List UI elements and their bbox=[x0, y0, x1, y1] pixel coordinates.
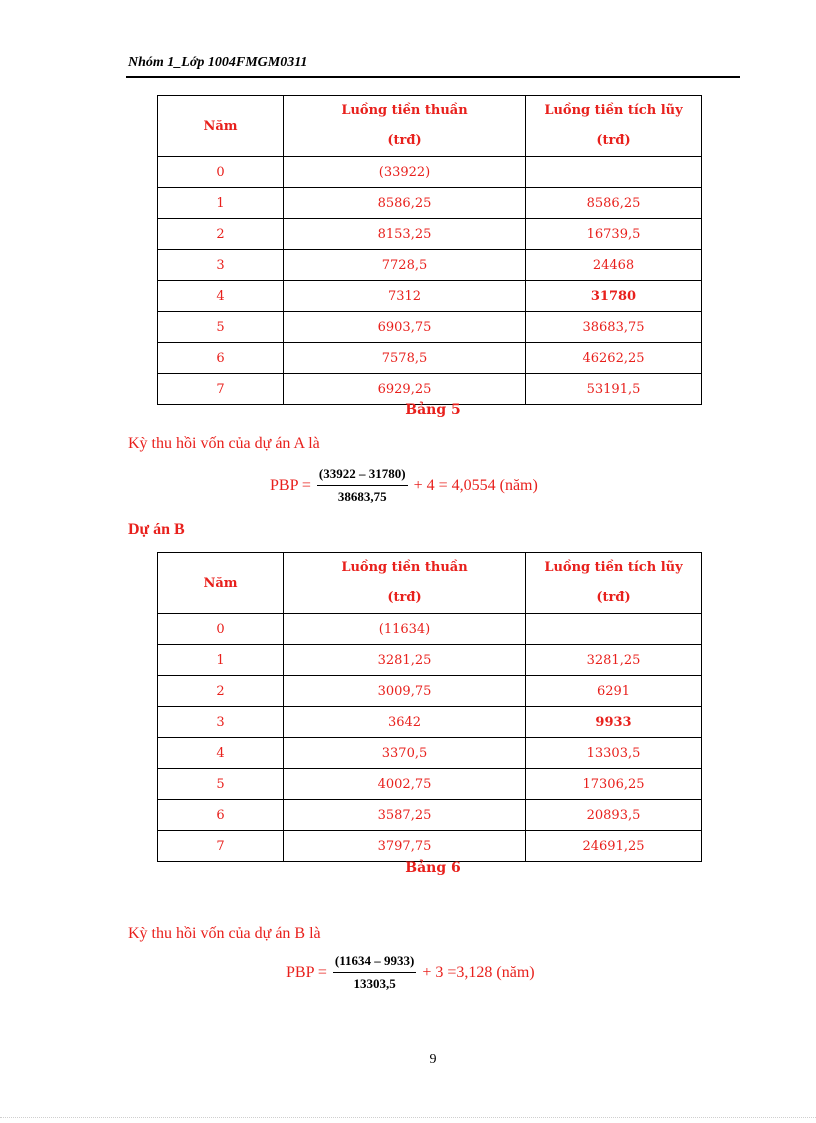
header-net-flow-label: Luồng tiền thuần bbox=[341, 103, 468, 118]
header-year: Năm bbox=[158, 96, 284, 157]
cell-net: 3281,25 bbox=[284, 645, 526, 676]
cell-cumulative: 8586,25 bbox=[526, 188, 702, 219]
cell-year: 5 bbox=[158, 312, 284, 343]
cell-year: 1 bbox=[158, 645, 284, 676]
cell-cumulative: 46262,25 bbox=[526, 343, 702, 374]
cell-cumulative: 53191,5 bbox=[526, 374, 702, 405]
cell-net: 7578,5 bbox=[284, 343, 526, 374]
table-row bbox=[158, 676, 702, 707]
cell-year: 0 bbox=[158, 157, 284, 188]
formula-a-numerator: (33922 – 31780) bbox=[317, 466, 408, 486]
formula-b-lhs: PBP = bbox=[286, 963, 327, 981]
table-6 bbox=[157, 552, 702, 862]
formula-a-fraction bbox=[317, 466, 408, 505]
header-net-flow-label: Luồng tiền thuần bbox=[341, 560, 468, 575]
formula-a bbox=[270, 466, 538, 505]
cell-net: 7312 bbox=[284, 281, 526, 312]
header-cumulative-unit: (trđ) bbox=[596, 590, 631, 605]
header-net-flow bbox=[284, 553, 526, 614]
cell-net: (11634) bbox=[284, 614, 526, 645]
formula-b bbox=[286, 953, 535, 992]
cell-cumulative-highlight: 9933 bbox=[526, 707, 702, 738]
cell-net: (33922) bbox=[284, 157, 526, 188]
table-row bbox=[158, 250, 702, 281]
cell-cumulative bbox=[526, 614, 702, 645]
table-row bbox=[158, 645, 702, 676]
table-header-row bbox=[158, 553, 702, 614]
cell-net: 3797,75 bbox=[284, 831, 526, 862]
header-cumulative-unit: (trđ) bbox=[596, 133, 631, 148]
formula-b-rhs: + 3 =3,128 (năm) bbox=[422, 963, 535, 981]
cell-cumulative: 17306,25 bbox=[526, 769, 702, 800]
cell-net: 3370,5 bbox=[284, 738, 526, 769]
cell-cumulative: 20893,5 bbox=[526, 800, 702, 831]
cell-net: 3587,25 bbox=[284, 800, 526, 831]
header-net-flow bbox=[284, 96, 526, 157]
header-cumulative bbox=[526, 96, 702, 157]
table-row bbox=[158, 312, 702, 343]
header-cumulative-label: Luồng tiền tích lũy bbox=[544, 103, 683, 118]
cell-net: 3642 bbox=[284, 707, 526, 738]
header-cumulative bbox=[526, 553, 702, 614]
table-row bbox=[158, 831, 702, 862]
cell-cumulative: 16739,5 bbox=[526, 219, 702, 250]
header-net-flow-unit: (trđ) bbox=[387, 590, 422, 605]
formula-b-fraction bbox=[333, 953, 416, 992]
page-number: 9 bbox=[429, 1052, 437, 1067]
table-row bbox=[158, 800, 702, 831]
cell-cumulative: 24691,25 bbox=[526, 831, 702, 862]
cell-year: 6 bbox=[158, 343, 284, 374]
cell-net: 8586,25 bbox=[284, 188, 526, 219]
header-text: Nhóm 1_Lớp 1004FMGM0311 bbox=[128, 55, 308, 70]
page-header bbox=[126, 54, 740, 78]
header-cumulative-label: Luồng tiền tích lũy bbox=[544, 560, 683, 575]
table-6-caption: Bảng 6 bbox=[405, 860, 461, 876]
header-year: Năm bbox=[158, 553, 284, 614]
cell-cumulative bbox=[526, 157, 702, 188]
formula-a-denominator: 38683,75 bbox=[337, 489, 387, 504]
cell-net: 3009,75 bbox=[284, 676, 526, 707]
table-row bbox=[158, 374, 702, 405]
cell-cumulative: 24468 bbox=[526, 250, 702, 281]
cell-cumulative: 13303,5 bbox=[526, 738, 702, 769]
cell-net: 8153,25 bbox=[284, 219, 526, 250]
cell-year: 7 bbox=[158, 831, 284, 862]
cell-year: 4 bbox=[158, 738, 284, 769]
cell-net: 6903,75 bbox=[284, 312, 526, 343]
cell-cumulative: 38683,75 bbox=[526, 312, 702, 343]
table-row bbox=[158, 157, 702, 188]
cell-year: 5 bbox=[158, 769, 284, 800]
table-row bbox=[158, 343, 702, 374]
formula-a-lhs: PBP = bbox=[270, 476, 311, 494]
table-row bbox=[158, 614, 702, 645]
cell-year: 0 bbox=[158, 614, 284, 645]
cell-cumulative: 3281,25 bbox=[526, 645, 702, 676]
table-row bbox=[158, 281, 702, 312]
cell-cumulative-highlight: 31780 bbox=[526, 281, 702, 312]
cell-year: 2 bbox=[158, 219, 284, 250]
payback-text-a: Kỳ thu hồi vốn của dự án A là bbox=[128, 435, 320, 452]
formula-b-denominator: 13303,5 bbox=[353, 976, 396, 991]
header-net-flow-unit: (trđ) bbox=[387, 133, 422, 148]
cell-net: 6929,25 bbox=[284, 374, 526, 405]
cell-year: 4 bbox=[158, 281, 284, 312]
cell-year: 7 bbox=[158, 374, 284, 405]
cell-year: 6 bbox=[158, 800, 284, 831]
section-b-heading: Dự án B bbox=[128, 521, 185, 538]
payback-text-b: Kỳ thu hồi vốn của dự án B là bbox=[128, 925, 321, 942]
table-row bbox=[158, 188, 702, 219]
cell-net: 4002,75 bbox=[284, 769, 526, 800]
table-5 bbox=[157, 95, 702, 405]
cell-year: 1 bbox=[158, 188, 284, 219]
table-row bbox=[158, 738, 702, 769]
table-row bbox=[158, 707, 702, 738]
cell-cumulative: 6291 bbox=[526, 676, 702, 707]
page-bottom-divider bbox=[0, 1117, 816, 1118]
table-row bbox=[158, 769, 702, 800]
table-row bbox=[158, 219, 702, 250]
cell-net: 7728,5 bbox=[284, 250, 526, 281]
cell-year: 3 bbox=[158, 250, 284, 281]
cell-year: 3 bbox=[158, 707, 284, 738]
formula-b-numerator: (11634 – 9933) bbox=[333, 953, 416, 973]
formula-a-rhs: + 4 = 4,0554 (năm) bbox=[413, 476, 538, 494]
cell-year: 2 bbox=[158, 676, 284, 707]
table-header-row bbox=[158, 96, 702, 157]
table-5-caption: Bảng 5 bbox=[405, 402, 461, 418]
